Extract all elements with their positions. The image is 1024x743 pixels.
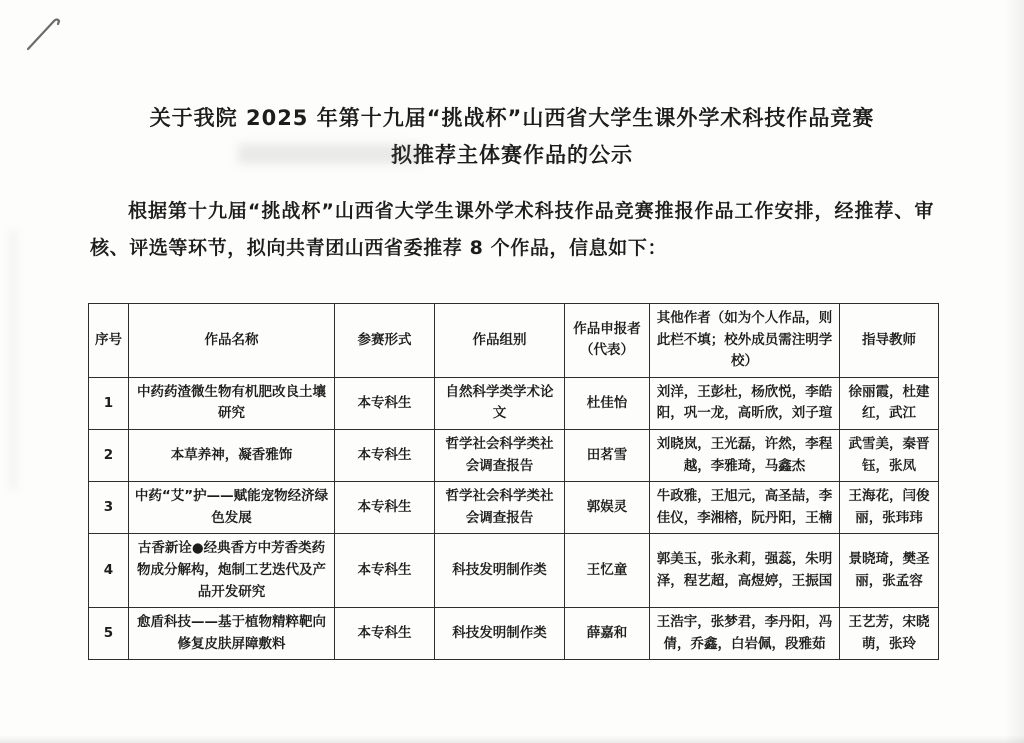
column-header-2: 作品名称 [129, 304, 335, 378]
table-row [89, 608, 939, 660]
table-cell: 本专科生 [335, 608, 435, 660]
intro-paragraph: 根据第十九届“挑战杯”山西省大学生课外学术科技作品竞赛推报作品工作安排，经推荐、审核、评选等环节，拟向共青团山西省委推荐 8 个作品，信息如下： [90, 200, 934, 259]
table-cell: 5 [89, 608, 129, 660]
column-header-3: 参赛形式 [335, 304, 435, 378]
table-cell: 哲学社会科学类社会调查报告 [435, 429, 565, 481]
table-cell: 1 [89, 377, 129, 429]
table-cell: 愈盾科技——基于植物精粹靶向修复皮肤屏障敷料 [129, 608, 335, 660]
column-header-1: 序号 [89, 304, 129, 378]
table-cell: 王艺芳，宋晓萌，张玲 [840, 608, 939, 660]
column-header-7: 指导教师 [840, 304, 939, 378]
table-cell: 郭美玉，张永莉，强蕊，朱明泽，程艺超，高煜婷，王振国 [650, 534, 840, 608]
table-cell: 3 [89, 482, 129, 534]
table-cell: 中药药渣微生物有机肥改良土壤研究 [129, 377, 335, 429]
table-cell: 哲学社会科学类社会调查报告 [435, 482, 565, 534]
table-cell: 景晓琦，樊圣丽，张孟容 [840, 534, 939, 608]
table-cell: 王浩宇，张梦君，李丹阳，冯倩，乔鑫，白岩佩，段雅茹 [650, 608, 840, 660]
table-cell: 杜佳怡 [565, 377, 650, 429]
table-cell: 刘洋，王彭杜，杨欣悦，李皓阳，巩一龙，高昕欣，刘子瑄 [650, 377, 840, 429]
table-row [89, 429, 939, 481]
scan-streak [0, 735, 1024, 743]
table-row [89, 377, 939, 429]
table-cell: 本草养神，凝香雅饰 [129, 429, 335, 481]
table-cell: 牛政雅，王旭元，高圣喆，李佳仪，李湘榕，阮丹阳，王楠 [650, 482, 840, 534]
table-row [89, 534, 939, 608]
table-header-row [89, 304, 939, 378]
table-cell: 科技发明制作类 [435, 534, 565, 608]
table-cell: 王海花，闫俊丽，张玮玮 [840, 482, 939, 534]
column-header-6: 其他作者（如为个人作品，则此栏不填；校外成员需注明学校） [650, 304, 840, 378]
table-cell: 武雪美，秦晋钰，张凤 [840, 429, 939, 481]
table-cell: 2 [89, 429, 129, 481]
table-row [89, 482, 939, 534]
table-cell: 科技发明制作类 [435, 608, 565, 660]
recommended-works-table [88, 303, 939, 660]
table-cell: 本专科生 [335, 482, 435, 534]
pen-stroke-mark [18, 8, 78, 68]
table-cell: 中药“艾”护——赋能宠物经济绿色发展 [129, 482, 335, 534]
column-header-5: 作品申报者（代表） [565, 304, 650, 378]
table-cell: 古香新诠●经典香方中芳香类药物成分解构，炮制工艺迭代及产品开发研究 [129, 534, 335, 608]
table-cell: 4 [89, 534, 129, 608]
column-header-4: 作品组别 [435, 304, 565, 378]
table-cell: 薛嘉和 [565, 608, 650, 660]
table-cell: 自然科学类学术论文 [435, 377, 565, 429]
table-cell: 本专科生 [335, 534, 435, 608]
table-cell: 徐丽霞，杜建红，武江 [840, 377, 939, 429]
table-cell: 本专科生 [335, 429, 435, 481]
table-cell: 刘晓岚，王光磊，许然，李程越，李雅琦，马鑫杰 [650, 429, 840, 481]
table-cell: 王忆童 [565, 534, 650, 608]
table-cell: 田茗雪 [565, 429, 650, 481]
table-cell: 郭娱灵 [565, 482, 650, 534]
document-title-line-2: 拟推荐主体赛作品的公示 [391, 143, 633, 167]
table-cell: 本专科生 [335, 377, 435, 429]
document-title-line-1: 关于我院 2025 年第十九届“挑战杯”山西省大学生课外学术科技作品竞赛 [149, 106, 875, 130]
